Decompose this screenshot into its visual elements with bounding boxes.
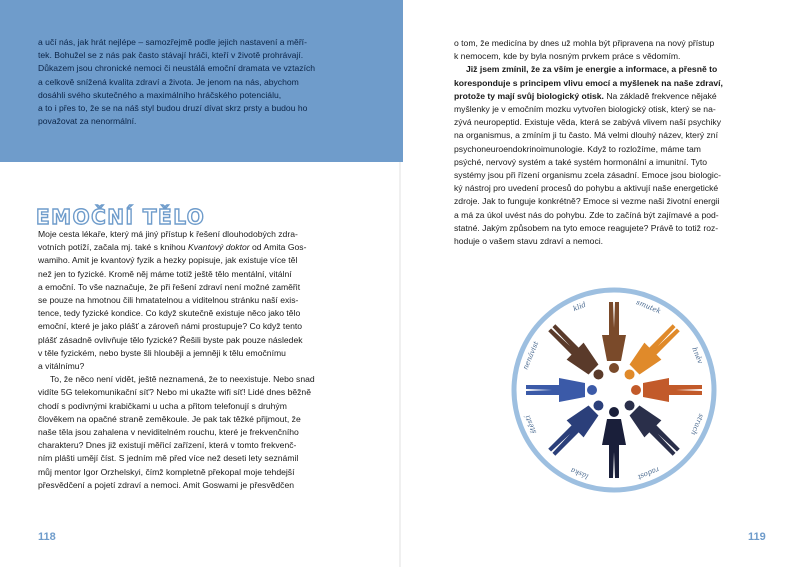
text-line	[454, 90, 764, 103]
text-line: charakteru? Dnes již existují měřicí zařízení, která v tomto frekvenč-	[38, 440, 297, 451]
emotion-word: klid	[571, 300, 588, 314]
box-line: a celkově snížená kvalita zdraví a života. Je jenom na nás, abychom	[38, 76, 299, 87]
emotion-word: strach	[689, 412, 706, 437]
human-figure	[618, 319, 685, 386]
text-line: a má za úkol uvést nás do pohybu. Zde to začíná být zajímavé a pod-	[454, 209, 719, 220]
text-line: ký nástroj pro uvedení procesů do pohybu a aktivují naše energetické	[454, 183, 719, 194]
box-line: a to i přes to, že se na náš styl budou druzí dívat skrz prsty a budou ho	[38, 103, 308, 114]
text-line: Již jsem zmínil, že za vším je energie a informace, a přesně to	[466, 64, 718, 75]
text-line: ním plášti umějí číst. S jedním mě před více než deseti lety seznámil	[38, 453, 299, 464]
text-line: psychoneuroendokrinoimunologie. Když to rozložíme, máme tam	[454, 143, 701, 154]
text-line: Moje cesta lékaře, který má jiný přístup k řešení dlouhodobých zdra-	[38, 229, 298, 239]
emotion-word: láska	[569, 465, 590, 481]
emotional-body-illustration	[506, 282, 722, 498]
human-figure	[602, 407, 626, 478]
text-line: zdroje. Jak to funguje konkrétně? Emoce si vezme naši životní energii	[454, 196, 720, 207]
text-line: emoční, které je jako plášť a zároveň námi prostupuje? Co když tento	[38, 321, 303, 332]
text-line: člověkem na opačné straně zeměkoule. Je pak tak těžké přijmout, že	[38, 413, 301, 424]
text-line: psýché, nervový systém a také systém hormonální a imunitní. Tyto	[454, 156, 707, 167]
human-figure	[543, 394, 610, 461]
emotion-word: štěstí	[523, 414, 539, 435]
text-line: systémy jsou při řízení organismu zcela zásadní. Emoce jsou biologic-	[454, 170, 721, 181]
emotion-word: radost	[636, 465, 661, 482]
text-segment: votních potíží, začala mj. také s knihou	[38, 242, 188, 253]
text-segment: protože ty mají svůj biologický otisk.	[454, 90, 604, 101]
box-line: Důkazem jsou chronické nemoci či neustálá emoční dramata ve vztazích	[38, 63, 316, 74]
box-line: považovat za nenormální.	[38, 116, 137, 127]
human-figure	[526, 378, 597, 402]
text-line: naše těla jsou zahalena v neviditelném rouchu, které je frekvenčního	[38, 427, 299, 438]
box-line: a učí nás, jak hrát nejlépe – samozřejmě podle jejich nastavení a měří-	[38, 37, 307, 47]
human-figure	[602, 302, 626, 373]
text-line: přesvědčení a pojetí zdraví a nemoci. Amit Goswami je přesvědčen	[38, 479, 295, 490]
human-figure	[618, 394, 685, 461]
text-line: tence, tedy fyzické kondice. Co když skutečně existuje něco jako tělo	[38, 308, 301, 319]
text-segment: od Amita Gos-	[249, 242, 307, 253]
page-number: 118	[38, 531, 56, 543]
right-page	[400, 0, 800, 567]
text-line: na organismus, a zmíním ji tu často. Má velmi dlouhý název, který zní	[454, 130, 718, 141]
text-line: To, že něco není vidět, ještě neznamená, že to neexistuje. Nebo snad	[50, 374, 315, 385]
text-line: můj mentor Igor Orzhelskyi, čímž kompletně překopal moje tehdejší	[38, 466, 295, 477]
text-line: koresponduje s principem vlivu emocí a myšlenek na naše zdraví,	[454, 77, 723, 88]
text-line: a emoční. To vše naznačuje, že při řešení zdraví není možné zaměřit	[38, 281, 301, 292]
text-line	[38, 241, 362, 254]
text-line: a vitálnímu?	[38, 361, 85, 372]
text-line: se pouze na hmotnou čili hmatatelnou a viditelnou stránku naší exis-	[38, 295, 299, 306]
text-line: než jen to fyzické. Kromě něj máme totiž ještě tělo mentální, vitální	[38, 268, 292, 279]
text-line: v těle fyzickém, nebo byste šli hlouběji a jemněji k tělu emočnímu	[38, 347, 286, 358]
text-line: wamiho. Amit je kvantový fyzik a hezky popisuje, jak existuje více těl	[38, 255, 298, 266]
human-figure	[543, 319, 610, 386]
emotion-word: nenávist	[521, 340, 541, 371]
human-figure	[631, 378, 702, 402]
human-figures	[526, 302, 705, 481]
text-line: hoduje o vašem stavu zdraví a nemoci.	[454, 236, 604, 247]
figure-ring	[514, 290, 714, 490]
text-line: vidíte 5G telekomunikační síť? Nebo mi ukažte wifi síť! Lidé dnes běžně	[38, 387, 311, 398]
text-line: myšlenky je v emočním mozku vytvořen biologický otisk, který se na-	[454, 104, 716, 115]
text-line: o tom, že medicína by dnes už mohla být připravena na nový přístup	[454, 38, 715, 48]
emotion-word: smutek	[634, 298, 662, 316]
text-line: zývá neuropeptid. Existuje věda, která se zabývá vlivem naší psychiky	[454, 117, 722, 128]
page-number: 119	[748, 531, 766, 543]
text-line: statné. Jakým způsobem na tyto emoce reagujete? Právě to totiž roz-	[454, 222, 719, 233]
section-heading: EMOČNÍ TĚLO	[36, 205, 206, 229]
text-line: plášť zásadně ovlivňuje tělo fyzické? Řešili byste pak pouze následek	[38, 334, 303, 345]
left-body-text	[38, 228, 362, 492]
emotion-word: hněv	[690, 346, 705, 365]
box-line: tek. Bohužel se z nás pak často stávají hráči, kteří v životě prohrávají.	[38, 50, 304, 61]
text-line: chodí s podivnými krabičkami u ucha a přitom telefonují s druhým	[38, 400, 287, 411]
box-line: dosáhli svého skutečného a maximálního hráčského potenciálu,	[38, 89, 282, 100]
intro-box-text	[38, 36, 366, 128]
right-body-text	[454, 37, 764, 248]
text-segment: Na základě frekvence nějaké	[603, 90, 717, 101]
book-title: Kvantový doktor	[188, 242, 250, 253]
text-line: k nemocem, kde by byla nosným prvkem práce s vědomím.	[454, 51, 681, 62]
